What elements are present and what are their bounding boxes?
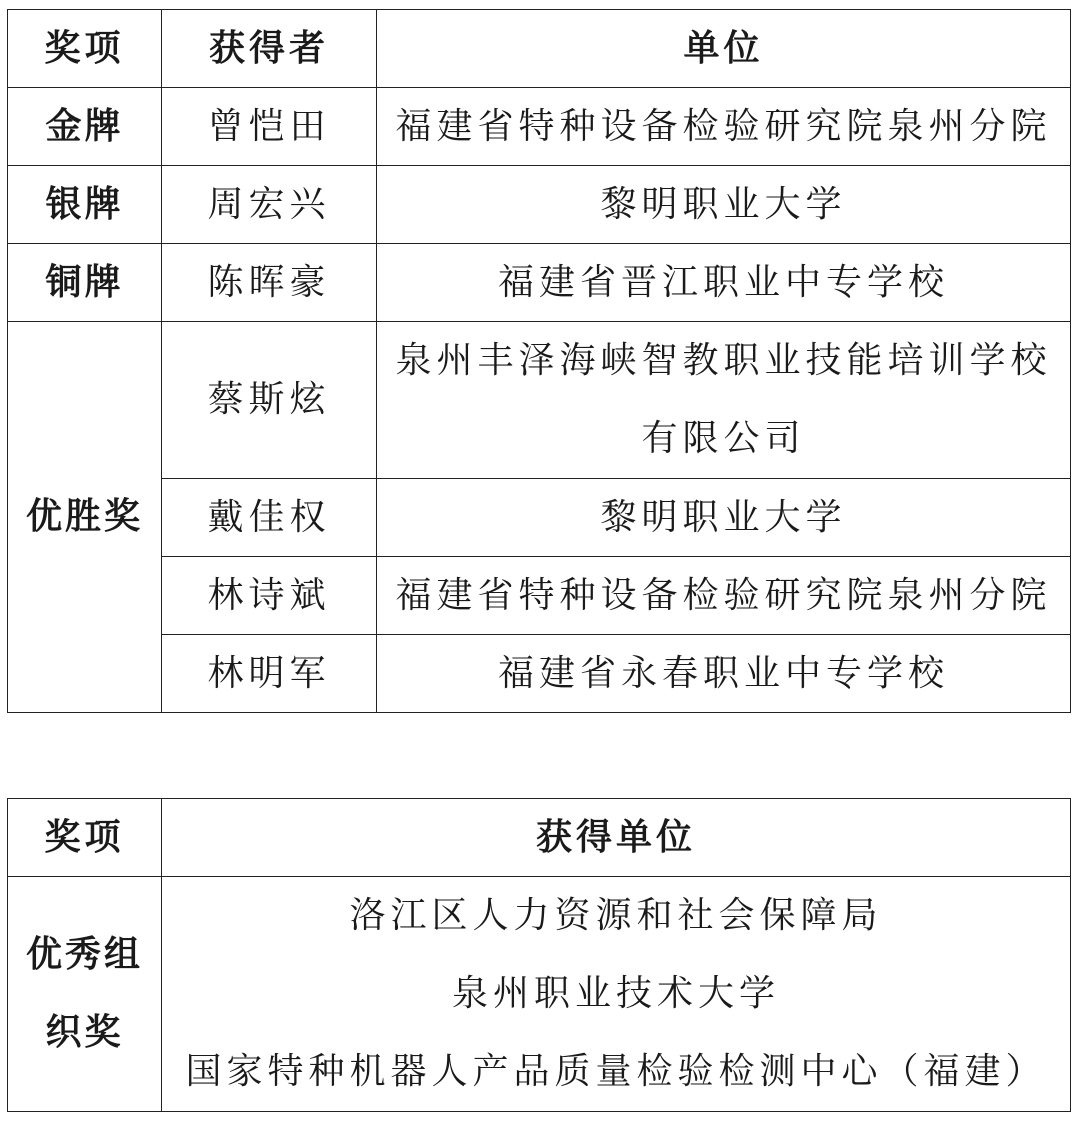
table-row (8, 166, 1071, 244)
winners-table (7, 9, 1071, 713)
header-winning-unit: 获得单位 (162, 799, 1071, 877)
winner-cell: 蔡斯炫 (162, 322, 377, 479)
table-header-row (8, 799, 1071, 877)
unit-cell: 黎明职业大学 (377, 166, 1071, 244)
unit-line: 洛江区人力资源和社会保障局 (349, 895, 883, 936)
award-cell: 优胜奖 (8, 322, 162, 713)
award-cell: 金牌 (8, 88, 162, 166)
unit-line: 泉州职业技术大学 (451, 973, 780, 1014)
unit-line: 国家特种机器人产品质量检验检测中心（福建） (185, 1051, 1047, 1092)
header-award: 奖项 (8, 10, 162, 88)
unit-cell: 福建省晋江职业中专学校 (377, 244, 1071, 322)
table-row (8, 557, 1071, 635)
award-line: 优秀组 (25, 934, 143, 975)
unit-cell: 福建省特种设备检验研究院泉州分院 (377, 557, 1071, 635)
table-row (8, 635, 1071, 713)
award-line: 织奖 (45, 1012, 124, 1053)
units-cell (162, 877, 1071, 1112)
header-unit: 单位 (377, 10, 1071, 88)
award-cell: 铜牌 (8, 244, 162, 322)
table-row (8, 88, 1071, 166)
winner-cell: 林明军 (162, 635, 377, 713)
table-row (8, 322, 1071, 479)
table-row (8, 479, 1071, 557)
winner-cell: 周宏兴 (162, 166, 377, 244)
unit-line: 有限公司 (641, 418, 806, 459)
header-winner: 获得者 (162, 10, 377, 88)
table-row (8, 877, 1071, 1112)
unit-cell: 福建省永春职业中专学校 (377, 635, 1071, 713)
table-row (8, 244, 1071, 322)
table-header-row (8, 10, 1071, 88)
header-award: 奖项 (8, 799, 162, 877)
unit-line: 泉州丰泽海峡智教职业技能培训学校 (395, 340, 1052, 381)
unit-cell: 黎明职业大学 (377, 479, 1071, 557)
unit-cell: 福建省特种设备检验研究院泉州分院 (377, 88, 1071, 166)
winner-cell: 林诗斌 (162, 557, 377, 635)
winner-cell: 陈晖豪 (162, 244, 377, 322)
organization-award-table (7, 798, 1071, 1112)
winner-cell: 戴佳权 (162, 479, 377, 557)
winner-cell: 曾恺田 (162, 88, 377, 166)
unit-cell (377, 322, 1071, 479)
award-cell (8, 877, 162, 1112)
award-cell: 银牌 (8, 166, 162, 244)
